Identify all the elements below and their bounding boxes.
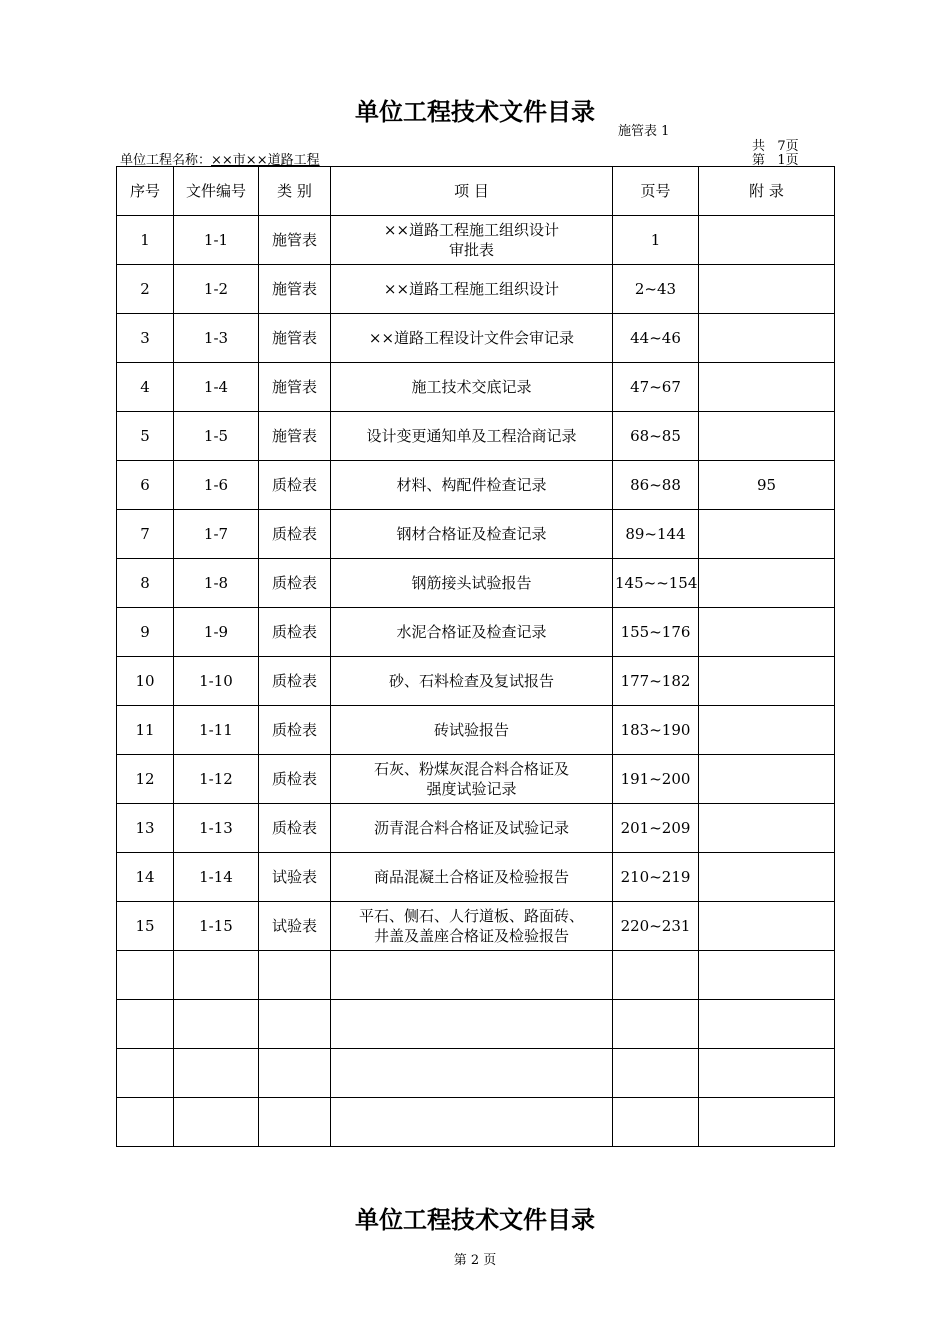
- empty-row: [117, 1000, 835, 1049]
- project-name: ××市××道路工程: [211, 153, 320, 168]
- cell-appendix: [699, 1000, 835, 1049]
- table-row: [117, 363, 835, 412]
- table-row: [117, 510, 835, 559]
- cell-code: 1-10: [174, 657, 259, 706]
- project-label: 单位工程名称：: [120, 153, 212, 168]
- header-code: 文件编号: [174, 167, 259, 216]
- cell-appendix: [699, 706, 835, 755]
- table-row: [117, 706, 835, 755]
- cell-code: [174, 1049, 259, 1098]
- item-line: 设计变更通知单及工程洽商记录: [366, 427, 577, 445]
- cell-category: 施管表: [259, 363, 331, 412]
- cell-code: 1-15: [174, 902, 259, 951]
- cell-item: [331, 314, 613, 363]
- cell-code: [174, 1000, 259, 1049]
- cell-item: [331, 559, 613, 608]
- cell-pages: 183~190: [613, 706, 699, 755]
- cell-appendix: [699, 1049, 835, 1098]
- cell-code: 1-11: [174, 706, 259, 755]
- header-row: [117, 167, 835, 216]
- table-row: [117, 461, 835, 510]
- item-line: 材料、构配件检查记录: [396, 476, 547, 494]
- item-line: 钢筋接头试验报告: [411, 574, 532, 592]
- cell-appendix: [699, 412, 835, 461]
- cell-pages: 210~219: [613, 853, 699, 902]
- cell-pages: 44~46: [613, 314, 699, 363]
- item-line: 强度试验记录: [426, 780, 517, 798]
- cell-pages: 191~200: [613, 755, 699, 804]
- cell-code: 1-13: [174, 804, 259, 853]
- cell-appendix: [699, 657, 835, 706]
- cell-code: 1-3: [174, 314, 259, 363]
- cell-pages: [613, 1000, 699, 1049]
- table-row: [117, 559, 835, 608]
- cell-category: 质检表: [259, 461, 331, 510]
- current-page: 第 1页: [752, 153, 799, 168]
- cell-item: [331, 216, 613, 265]
- cell-no: 11: [117, 706, 174, 755]
- cell-no: 7: [117, 510, 174, 559]
- cell-appendix: [699, 314, 835, 363]
- empty-row: [117, 951, 835, 1000]
- cell-no: 12: [117, 755, 174, 804]
- cell-code: 1-2: [174, 265, 259, 314]
- cell-item: [331, 706, 613, 755]
- cell-no: [117, 1098, 174, 1147]
- cell-code: 1-6: [174, 461, 259, 510]
- cell-appendix: [699, 1098, 835, 1147]
- item-line: ××道路工程施工组织设计: [383, 280, 560, 298]
- item-line: 施工技术交底记录: [411, 378, 532, 396]
- cell-item: [331, 1000, 613, 1049]
- cell-item: [331, 804, 613, 853]
- header-no: 序号: [117, 167, 174, 216]
- cell-no: 8: [117, 559, 174, 608]
- cell-category: [259, 951, 331, 1000]
- cell-no: 3: [117, 314, 174, 363]
- cell-appendix: [699, 951, 835, 1000]
- table-row: [117, 412, 835, 461]
- table-row: [117, 657, 835, 706]
- item-line: 钢材合格证及检查记录: [396, 525, 547, 543]
- cell-code: 1-8: [174, 559, 259, 608]
- empty-row: [117, 1049, 835, 1098]
- form-code: 施管表 1: [618, 124, 670, 139]
- cell-appendix: [699, 510, 835, 559]
- empty-row: [117, 1098, 835, 1147]
- cell-appendix: [699, 755, 835, 804]
- cell-pages: 177~182: [613, 657, 699, 706]
- cell-appendix: 95: [699, 461, 835, 510]
- table-row: [117, 853, 835, 902]
- cell-item: [331, 951, 613, 1000]
- cell-no: 1: [117, 216, 174, 265]
- cell-pages: 47~67: [613, 363, 699, 412]
- item-line: 水泥合格证及检查记录: [396, 623, 547, 641]
- cell-category: 质检表: [259, 657, 331, 706]
- table-row: [117, 902, 835, 951]
- cell-code: 1-9: [174, 608, 259, 657]
- table-row: [117, 755, 835, 804]
- cell-item: [331, 265, 613, 314]
- cell-pages: 1: [613, 216, 699, 265]
- cell-pages: [613, 1049, 699, 1098]
- cell-appendix: [699, 216, 835, 265]
- cell-item: [331, 1049, 613, 1098]
- cell-category: 施管表: [259, 314, 331, 363]
- cell-appendix: [699, 265, 835, 314]
- cell-no: [117, 1000, 174, 1049]
- cell-appendix: [699, 608, 835, 657]
- table-row: [117, 804, 835, 853]
- item-line: ××道路工程设计文件会审记录: [368, 329, 575, 347]
- item-line: ××道路工程施工组织设计: [383, 221, 560, 239]
- cell-category: 质检表: [259, 559, 331, 608]
- cell-category: 质检表: [259, 706, 331, 755]
- cell-item: [331, 853, 613, 902]
- cell-item: [331, 412, 613, 461]
- total-pages: 共 7页: [752, 139, 799, 154]
- item-line: 平石、侧石、人行道板、路面砖、: [358, 907, 584, 925]
- cell-item: [331, 902, 613, 951]
- cell-category: 质检表: [259, 608, 331, 657]
- item-line: 砖试验报告: [433, 721, 509, 739]
- table-body: [117, 216, 835, 1147]
- cell-pages: 89~144: [613, 510, 699, 559]
- item-line: 沥青混合料合格证及试验记录: [373, 819, 569, 837]
- cell-no: 15: [117, 902, 174, 951]
- cell-code: [174, 1098, 259, 1147]
- cell-no: 4: [117, 363, 174, 412]
- cell-category: 试验表: [259, 902, 331, 951]
- cell-no: 10: [117, 657, 174, 706]
- cell-category: 质检表: [259, 804, 331, 853]
- cell-item: [331, 657, 613, 706]
- cell-no: 9: [117, 608, 174, 657]
- header-item: 项 目: [331, 167, 613, 216]
- cell-item: [331, 461, 613, 510]
- cell-appendix: [699, 559, 835, 608]
- cell-item: [331, 608, 613, 657]
- cell-code: 1-1: [174, 216, 259, 265]
- item-line: 井盖及盖座合格证及检验报告: [373, 927, 569, 945]
- cell-category: 质检表: [259, 755, 331, 804]
- cell-appendix: [699, 363, 835, 412]
- cell-no: 6: [117, 461, 174, 510]
- cell-category: 施管表: [259, 412, 331, 461]
- table-row: [117, 608, 835, 657]
- cell-code: 1-12: [174, 755, 259, 804]
- table-row: [117, 314, 835, 363]
- cell-code: 1-5: [174, 412, 259, 461]
- cell-pages: 68~85: [613, 412, 699, 461]
- cell-category: [259, 1098, 331, 1147]
- header-pages: 页号: [613, 167, 699, 216]
- item-line: 石灰、粉煤灰混合料合格证及: [373, 760, 569, 778]
- cell-item: [331, 363, 613, 412]
- cell-pages: 155~176: [613, 608, 699, 657]
- cell-item: [331, 755, 613, 804]
- cell-no: 13: [117, 804, 174, 853]
- cell-no: 14: [117, 853, 174, 902]
- cell-no: [117, 1049, 174, 1098]
- cell-no: 5: [117, 412, 174, 461]
- page-title: 单位工程技术文件目录: [355, 98, 595, 126]
- table-row: [117, 265, 835, 314]
- cell-no: [117, 951, 174, 1000]
- cell-category: [259, 1049, 331, 1098]
- cell-item: [331, 1098, 613, 1147]
- second-page-title: 单位工程技术文件目录: [355, 1206, 595, 1234]
- cell-appendix: [699, 902, 835, 951]
- cell-code: [174, 951, 259, 1000]
- cell-pages: [613, 1098, 699, 1147]
- cell-appendix: [699, 804, 835, 853]
- table-row: [117, 216, 835, 265]
- cell-appendix: [699, 853, 835, 902]
- header-appendix: 附 录: [699, 167, 835, 216]
- cell-category: 质检表: [259, 510, 331, 559]
- cell-code: 1-14: [174, 853, 259, 902]
- page-footer: 第 2 页: [453, 1253, 497, 1268]
- cell-code: 1-4: [174, 363, 259, 412]
- cell-category: 施管表: [259, 216, 331, 265]
- file-directory-table: [116, 166, 835, 1147]
- cell-pages: [613, 951, 699, 1000]
- cell-category: 施管表: [259, 265, 331, 314]
- cell-category: 试验表: [259, 853, 331, 902]
- cell-pages: 145~~154: [613, 559, 699, 608]
- cell-code: 1-7: [174, 510, 259, 559]
- cell-pages: 86~88: [613, 461, 699, 510]
- cell-pages: 220~231: [613, 902, 699, 951]
- cell-pages: 2~43: [613, 265, 699, 314]
- cell-pages: 201~209: [613, 804, 699, 853]
- cell-item: [331, 510, 613, 559]
- item-line: 审批表: [448, 241, 494, 259]
- cell-category: [259, 1000, 331, 1049]
- header-category: 类 别: [259, 167, 331, 216]
- item-line: 商品混凝土合格证及检验报告: [373, 868, 569, 886]
- cell-no: 2: [117, 265, 174, 314]
- item-line: 砂、石料检查及复试报告: [388, 672, 554, 690]
